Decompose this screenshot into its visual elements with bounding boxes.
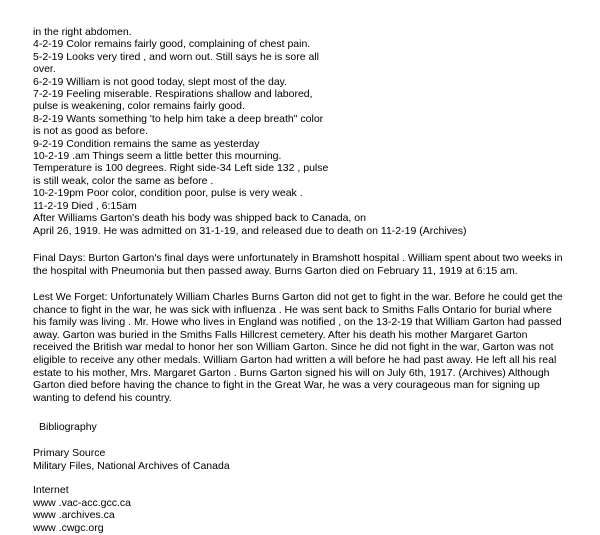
- log-line: 10-2-19pm Poor color, condition poor, pulse is very weak .: [33, 187, 303, 200]
- hospital-daily-log: [33, 26, 467, 237]
- primary-source-label: Primary Source: [33, 447, 106, 460]
- log-line: April 26, 1919. He was admitted on 31-1-19, and released due to death on 11-2-19 (Archives): [33, 224, 467, 237]
- internet-label: Internet: [33, 484, 69, 497]
- log-line: 5-2-19 Looks very tired , and worn out. Still says he is sore all: [33, 50, 319, 63]
- log-line: is still weak, color the same as before .: [33, 174, 214, 187]
- log-line: in the right abdomen.: [33, 26, 132, 38]
- log-line: 10-2-19 .am Things seem a little better this mourning.: [33, 150, 282, 163]
- primary-source-group: [33, 447, 567, 472]
- log-line: is not as good as before.: [33, 125, 148, 138]
- log-line: over.: [33, 63, 56, 76]
- bibliography-heading: Bibliography: [39, 421, 97, 434]
- internet-url: www .archives.ca: [33, 509, 115, 522]
- lest-we-forget-paragraph: Lest We Forget: Unfortunately William Charles Burns Garton did not get to fight in the war. Before he could get the chance to fight in the war, he was sick with influenza . He was sent back to Smiths Falls Ontario for burial where his family was living . Mr. Howe who lives in England was notified , on the 13-2-19 that William Garton had passed away. Garton was buried in the Smiths Falls Hillcrest cemetery. After his death his mother Margaret Garton received the British war medal to honor her son William Garton. Since he did not fight in the war, Garton was not eligible to receive any other medals. William Garton had written a will before he had past away. He left all his real estate to his mother, Mrs. Margaret Garton . Burns Garton signed his will on July 6th, 1917. (Archives) Although Garton died before having the chance to fight in the Great War, he was a very courageous man for signing up wanting to defend his country.: [33, 291, 563, 404]
- log-line: 8-2-19 Wants something 'to help him take a deep breath" color: [33, 112, 324, 125]
- log-line: 7-2-19 Feeling miserable. Respirations shallow and labored,: [33, 88, 313, 101]
- final-days-paragraph: Final Days: Burton Garton's final days were unfortunately in Bramshott hospital . William spent about two weeks in the hospital with Pneumonia but then passed away. Burns Garton died on February 11, 1919 at 6:15 am.: [33, 251, 563, 277]
- log-line: 9-2-19 Condition remains the same as yesterday: [33, 137, 260, 150]
- internet-source-group: [33, 484, 567, 534]
- internet-url: www .cwgc.org: [33, 522, 104, 534]
- log-line: Temperature is 100 degrees. Right side-34 Left side 132 , pulse: [33, 162, 329, 175]
- log-line: 6-2-19 William is not good today, slept most of the day.: [33, 75, 288, 88]
- log-line: After Williams Garton's death his body was shipped back to Canada, on: [33, 212, 366, 225]
- log-line: 4-2-19 Color remains fairly good, complaining of chest pain.: [33, 38, 311, 51]
- document-body: [33, 26, 567, 535]
- log-line: 11-2-19 Died , 6:15am: [33, 199, 137, 212]
- log-line: pulse is weakening, color remains fairly good.: [33, 100, 245, 113]
- primary-source-entry: Military Files, National Archives of Canada: [33, 459, 230, 472]
- internet-url: www .vac-acc.gcc.ca: [33, 496, 132, 509]
- bibliography-section: [33, 421, 567, 534]
